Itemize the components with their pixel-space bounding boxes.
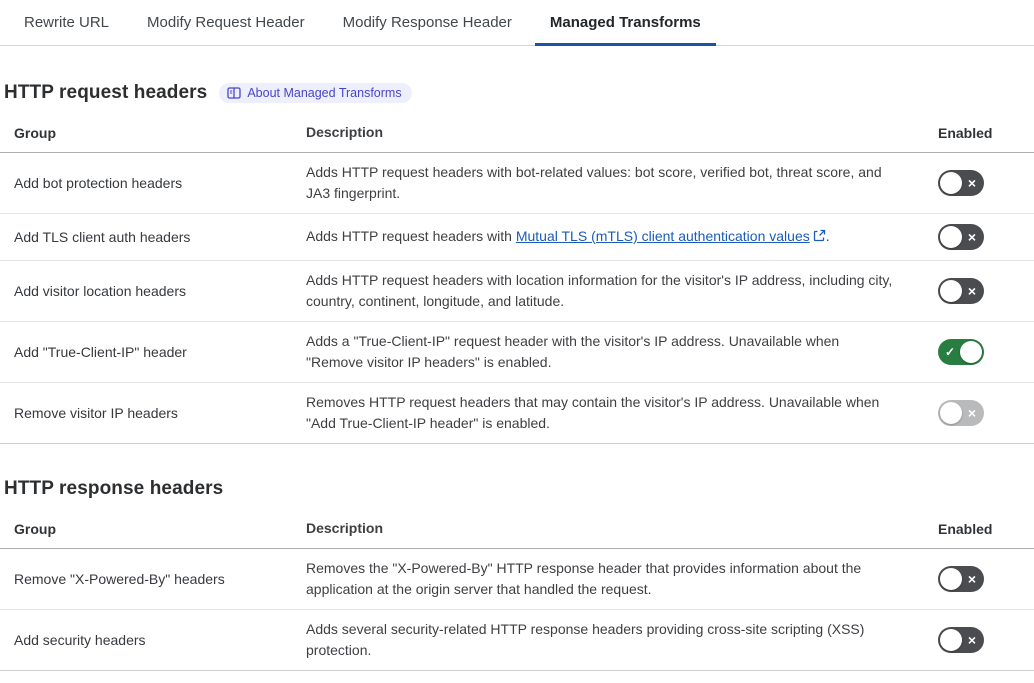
description-text: Adds HTTP request headers with location information for the visitor's IP address, including city, country, continent, longitude, and latitude. (306, 272, 893, 309)
table-row-remove-visitor-ip-headers (0, 383, 1034, 444)
description-text: Adds HTTP request headers with bot-related values: bot score, verified bot, threat score, and JA3 fingerprint. (306, 164, 882, 201)
column-header-enabled: Enabled (938, 520, 993, 537)
enabled-cell (938, 339, 1034, 365)
enabled-cell (938, 170, 1034, 197)
about-managed-transforms-badge[interactable] (219, 83, 411, 104)
table-header-row (0, 514, 1034, 549)
toggle-knob (940, 629, 962, 651)
group-cell: Remove visitor IP headers (14, 405, 178, 421)
description-cell (306, 270, 938, 312)
response-section-header (4, 478, 1034, 500)
toggle-glyph: × (967, 631, 977, 648)
request-section-header (4, 82, 1034, 104)
toggle-glyph: × (967, 228, 977, 245)
table-row-add-visitor-location-headers (0, 261, 1034, 322)
group-cell: Add TLS client auth headers (14, 229, 191, 245)
toggle-add-visitor-location-headers[interactable] (938, 278, 984, 304)
group-cell: Add security headers (14, 632, 146, 648)
description-cell (306, 226, 938, 248)
toggle-knob (940, 226, 962, 248)
enabled-cell (938, 400, 1034, 427)
enabled-cell (938, 278, 1034, 305)
column-header-group: Group (14, 520, 56, 537)
description-cell (306, 331, 938, 373)
toggle-add-bot-protection-headers[interactable] (938, 170, 984, 196)
description-cell (306, 619, 938, 661)
http-request-headers-section (0, 82, 1034, 444)
group-cell: Add bot protection headers (14, 175, 183, 191)
toggle-knob (940, 280, 962, 302)
toggle-remove-visitor-ip-headers (938, 400, 984, 426)
group-cell: Remove "X-Powered-By" headers (14, 571, 225, 587)
description-cell (306, 392, 938, 434)
toggle-knob (940, 568, 962, 590)
description-cell (306, 558, 938, 600)
description-text: . (825, 228, 830, 244)
description-text: Adds a "True-Client-IP" request header with the visitor's IP address. Unavailable when "Remove visitor IP headers" is enabled. (306, 333, 840, 370)
response-headers-table (0, 514, 1034, 671)
table-row-remove-x-powered-by-headers (0, 549, 1034, 610)
group-cell: Add "True-Client-IP" header (14, 344, 187, 360)
column-header-enabled: Enabled (938, 124, 993, 141)
table-row-add-tls-client-auth-headers (0, 214, 1034, 261)
request-section-title: HTTP request headers (4, 82, 208, 103)
description-cell (306, 162, 938, 204)
http-response-headers-section (0, 478, 1034, 671)
tab-bar (0, 0, 1034, 46)
toggle-knob (940, 172, 962, 194)
tab-rewrite-url[interactable]: Rewrite URL (24, 14, 110, 31)
toggle-add-true-client-ip-header[interactable] (938, 339, 984, 365)
enabled-cell (938, 627, 1034, 654)
enabled-cell (938, 224, 1034, 251)
toggle-add-security-headers[interactable] (938, 627, 984, 653)
column-header-group: Group (14, 124, 56, 141)
toggle-glyph: × (967, 282, 977, 299)
description-text: Adds several security-related HTTP response headers providing cross-site scripting (XSS) protection. (306, 621, 865, 658)
toggle-knob (940, 402, 962, 424)
table-header-row (0, 118, 1034, 153)
tab-managed-transforms[interactable]: Managed Transforms (535, 0, 716, 46)
toggle-add-tls-client-auth-headers[interactable] (938, 224, 984, 250)
toggle-glyph: ✓ (944, 345, 956, 359)
badge-label: About Managed Transforms (247, 85, 402, 100)
table-row-add-true-client-ip-header (0, 322, 1034, 383)
description-text: Removes the "X-Powered-By" HTTP response header that provides information about the application at the origin server that handled the request. (306, 560, 862, 597)
table-row-add-security-headers (0, 610, 1034, 671)
column-header-desc: Description (306, 520, 384, 536)
enabled-cell (938, 566, 1034, 593)
tab-modify-request-header[interactable]: Modify Request Header (147, 14, 305, 31)
toggle-glyph: × (967, 570, 977, 587)
external-link-icon[interactable] (813, 227, 826, 248)
request-headers-table (0, 118, 1034, 444)
tab-modify-response-header[interactable]: Modify Response Header (342, 14, 512, 31)
response-section-title: HTTP response headers (4, 478, 224, 499)
toggle-knob (960, 341, 982, 363)
page-content (0, 82, 1034, 683)
column-header-desc: Description (306, 124, 384, 140)
book-icon (227, 87, 241, 99)
toggle-glyph: × (967, 404, 977, 421)
table-row-add-bot-protection-headers (0, 153, 1034, 214)
description-text: Adds HTTP request headers with (306, 228, 516, 244)
description-text: Removes HTTP request headers that may contain the visitor's IP address. Unavailable when "Add True-Client-IP header" is enabled. (306, 394, 880, 431)
group-cell: Add visitor location headers (14, 283, 186, 299)
toggle-glyph: × (967, 174, 977, 191)
description-link[interactable]: Mutual TLS (mTLS) client authentication values (515, 228, 810, 244)
toggle-remove-x-powered-by-headers[interactable] (938, 566, 984, 592)
